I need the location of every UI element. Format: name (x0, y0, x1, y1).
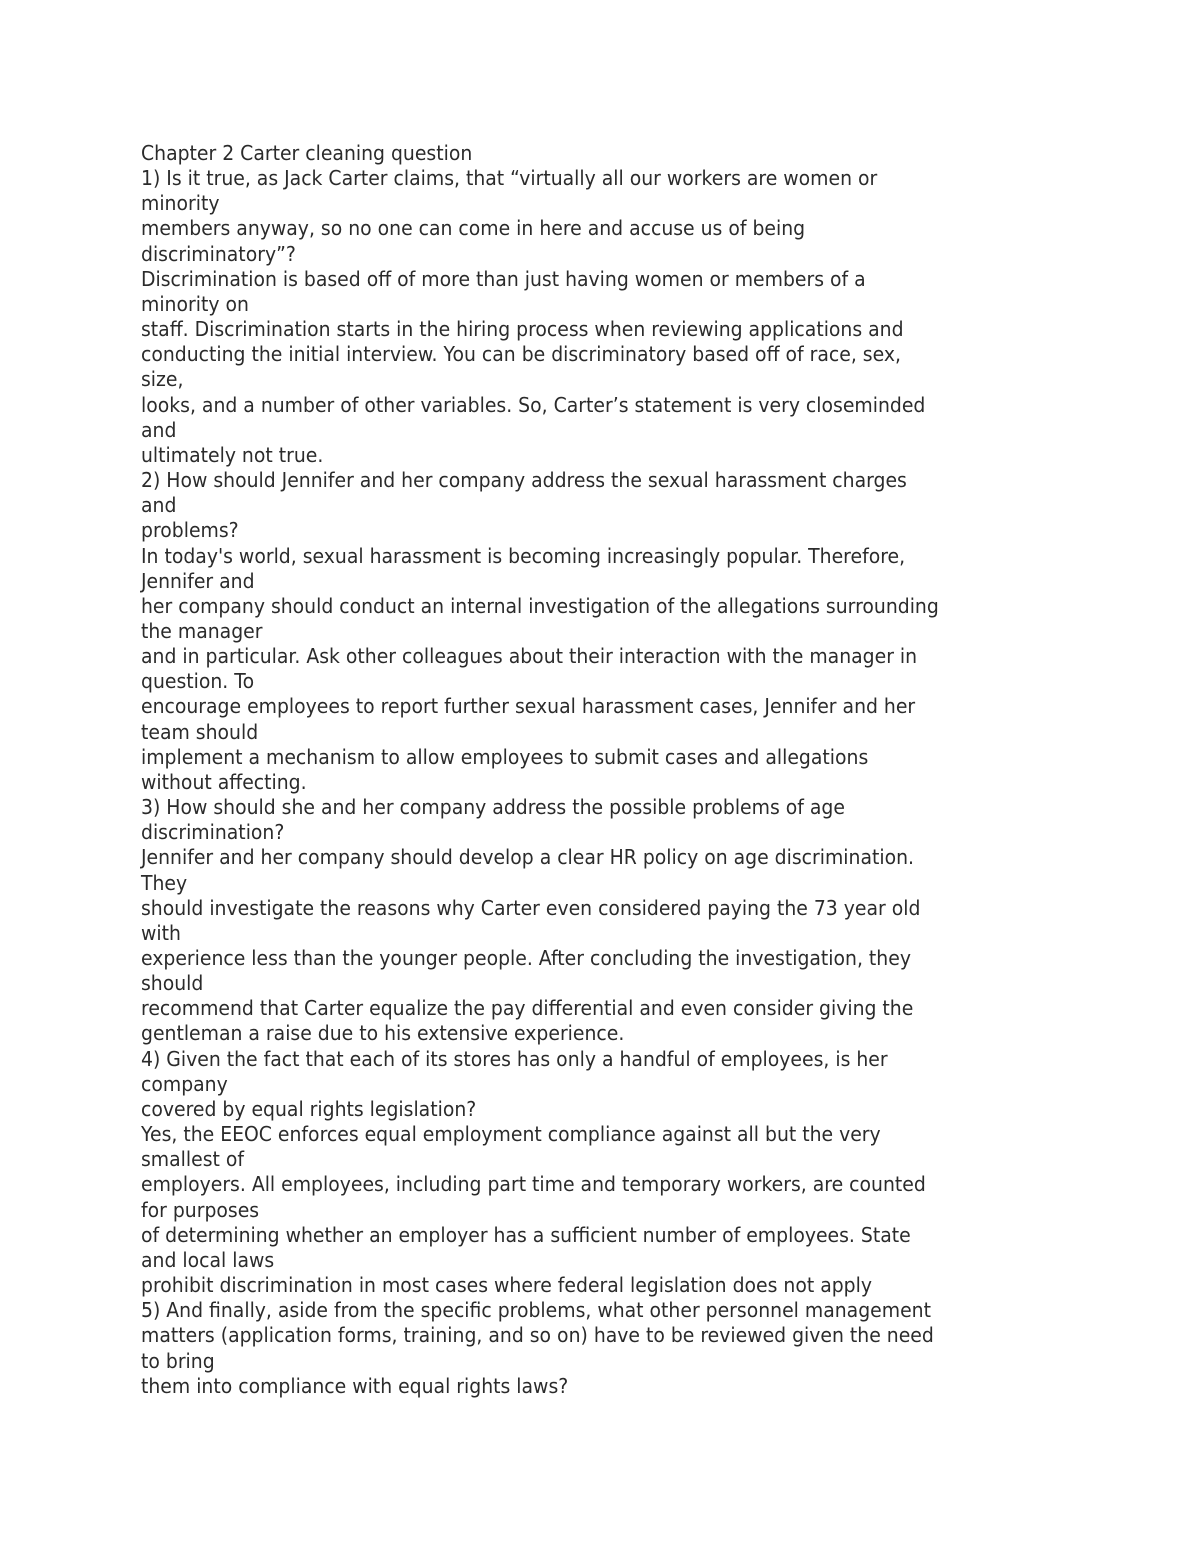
answer-4-line: and local laws (141, 1247, 275, 1272)
answer-4-line: for purposes (141, 1197, 260, 1222)
answer-2-line: encourage employees to report further sexual harassment cases, Jennifer and her (141, 694, 916, 719)
answer-2-line: her company should conduct an internal investigation of the allegations surrounding (141, 593, 939, 618)
question-1-line: minority (141, 191, 220, 216)
question-5-line: to bring (141, 1348, 215, 1373)
answer-4-line: Yes, the EEOC enforces equal employment compliance against all but the very (141, 1122, 881, 1147)
answer-3-line: with (141, 920, 181, 945)
question-1-line: members anyway, so no one can come in here and accuse us of being (141, 216, 806, 241)
answer-3-line: should (141, 971, 204, 996)
question-5-line: matters (application forms, training, and so on) have to be reviewed given the need (141, 1323, 934, 1348)
document-body (141, 141, 1141, 1399)
answer-3-line: gentleman a raise due to his extensive experience. (141, 1021, 625, 1046)
answer-2-line: question. To (141, 669, 255, 694)
answer-3-line: experience less than the younger people. After concluding the investigation, they (141, 946, 911, 970)
answer-3-line: They (141, 870, 188, 895)
answer-3-line: Jennifer and her company should develop a clear HR policy on age discrimination. (141, 845, 915, 870)
answer-1-line: staff. Discrimination starts in the hiring process when reviewing applications and (141, 317, 904, 342)
question-5-line: 5) And finally, aside from the specific problems, what other personnel management (141, 1298, 931, 1323)
answer-3-line: recommend that Carter equalize the pay differential and even consider giving the (141, 996, 914, 1021)
question-4-line: company (141, 1071, 228, 1096)
question-2-line: and (141, 493, 177, 518)
answer-2-line: In today's world, sexual harassment is becoming increasingly popular. Therefore, (141, 543, 906, 568)
question-3-line: 3) How should she and her company address the possible problems of age (141, 795, 845, 820)
question-5-line: them into compliance with equal rights laws? (141, 1373, 569, 1398)
answer-2-line: Jennifer and (141, 568, 255, 593)
answer-4-line: smallest of (141, 1147, 245, 1172)
answer-1-line: conducting the initial interview. You can be discriminatory based off of race, sex, (141, 342, 901, 367)
answer-1-line: looks, and a number of other variables. So, Carter’s statement is very closeminded (141, 392, 926, 417)
question-2-line: 2) How should Jennifer and her company address the sexual harassment charges (141, 468, 907, 493)
question-4-line: covered by equal rights legislation? (141, 1096, 477, 1121)
answer-4-line: prohibit discrimination in most cases where federal legislation does not apply (141, 1273, 873, 1298)
question-4-line: 4) Given the fact that each of its stores has only a handful of employees, is her (141, 1046, 888, 1071)
question-1-line: 1) Is it true, as Jack Carter claims, that “virtually all our workers are women or (141, 166, 878, 191)
question-3-line: discrimination? (141, 820, 285, 845)
question-2-line: problems? (141, 518, 239, 543)
answer-2-line: without affecting. (141, 769, 307, 794)
answer-2-line: the manager (141, 618, 263, 643)
answer-2-line: implement a mechanism to allow employees to submit cases and allegations (141, 744, 869, 769)
answer-2-line: and in particular. Ask other colleagues about their interaction with the manager in (141, 644, 918, 669)
question-1-line: discriminatory”? (141, 241, 296, 266)
answer-4-line: employers. All employees, including part time and temporary workers, are counted (141, 1172, 926, 1197)
answer-3-line: should investigate the reasons why Carter even considered paying the 73 year old (141, 895, 921, 920)
answer-4-line: of determining whether an employer has a sufficient number of employees. State (141, 1222, 911, 1247)
answer-1-line: and (141, 417, 177, 442)
answer-1-line: Discrimination is based off of more than just having women or members of a (141, 266, 866, 291)
answer-1-line: ultimately not true. (141, 442, 324, 467)
answer-2-line: team should (141, 719, 259, 744)
answer-1-line: minority on (141, 291, 249, 316)
answer-1-line: size, (141, 367, 184, 392)
document-title: Chapter 2 Carter cleaning question (141, 141, 473, 165)
